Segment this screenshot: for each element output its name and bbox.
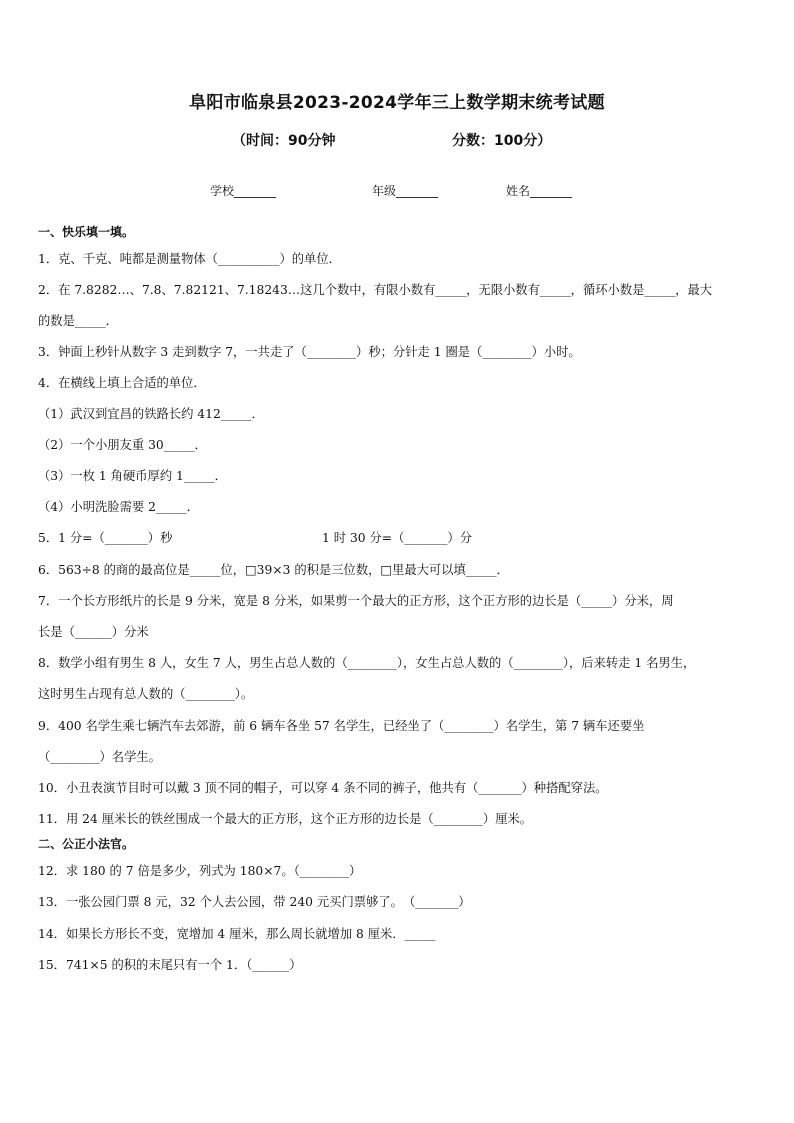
question-10: 10．小丑表演节目时可以戴 3 顶不同的帽子，可以穿 4 条不同的裤子，他共有（_______）种搭配穿法。 bbox=[38, 781, 608, 795]
question-5-part-2: 1 时 30 分=（_______）分 bbox=[322, 531, 473, 545]
page-title: 阜阳市临泉县2023-2024学年三上数学期末统考试题 bbox=[189, 93, 605, 113]
grade-field[interactable]: 年级_______ bbox=[372, 184, 439, 198]
section-heading-fill-in: 一、快乐填一填。 bbox=[38, 225, 135, 239]
question-4: 4．在横线上填上合适的单位． bbox=[38, 376, 206, 390]
question-8-line-2: 这时男生占现有总人数的（________）。 bbox=[38, 687, 254, 701]
question-13: 13．一张公园门票 8 元，32 个人去公园，带 240 元买门票够了。 （_______） bbox=[38, 895, 471, 909]
question-9-line-2: （________）名学生。 bbox=[38, 750, 161, 764]
name-field[interactable]: 姓名_______ bbox=[506, 184, 573, 198]
question-14: 14．如果长方形长不变，宽增加 4 厘米，那么周长就增加 8 厘米．_____ bbox=[38, 927, 436, 941]
question-7-line-1: 7．一个长方形纸片的长是 9 分米，宽是 8 分米，如果剪一个最大的正方形，这个正方形的边长是（_____）分米，周 bbox=[38, 594, 674, 608]
question-9-line-1: 9．400 名学生乘七辆汽车去郊游，前 6 辆车各坐 57 名学生，已经坐了（________）名学生，第 7 辆车还要坐 bbox=[38, 719, 645, 733]
question-1: 1．克、千克、吨都是测量物体（__________）的单位． bbox=[38, 252, 341, 266]
question-11: 11．用 24 厘米长的铁丝围成一个最大的正方形，这个正方形的边长是（________）厘米。 bbox=[38, 812, 533, 826]
question-15: 15．741×5 的积的末尾只有一个 1．（______） bbox=[38, 958, 302, 972]
question-3: 3．钟面上秒针从数字 3 走到数字 7，一共走了（________）秒；分针走 1 圈是（________）小时。 bbox=[38, 345, 581, 359]
question-4-part-3: （3）一枚 1 角硬币厚约 1_____． bbox=[38, 469, 227, 483]
question-4-part-4: （4）小明洗脸需要 2_____． bbox=[38, 500, 199, 514]
question-8-line-1: 8．数学小组有男生 8 人，女生 7 人，男生占总人数的（________），女生占总人数的（________），后来转走 1 名男生， bbox=[38, 656, 696, 670]
question-4-part-2: （2）一个小朋友重 30_____． bbox=[38, 438, 207, 452]
question-6: 6．563÷8 的商的最高位是_____位，□39×3 的积是三位数，□里最大可以填_____． bbox=[38, 563, 509, 577]
question-2-line-2: 的数是_____． bbox=[38, 314, 118, 328]
question-12: 12．求 180 的 7 倍是多少，列式为 180×7。（________） bbox=[38, 864, 362, 878]
exam-score: 分数：100分） bbox=[452, 133, 552, 149]
exam-time: （时间：90分钟 bbox=[232, 133, 336, 149]
section-heading-true-false: 二、公正小法官。 bbox=[38, 837, 135, 851]
question-7-line-2: 长是（______）分米 bbox=[38, 625, 149, 639]
school-field[interactable]: 学校_______ bbox=[210, 184, 277, 198]
question-5-part-1: 5．1 分=（_______）秒 bbox=[38, 531, 173, 545]
question-4-part-1: （1）武汉到宜昌的铁路长约 412_____． bbox=[38, 407, 264, 421]
question-2-line-1: 2．在 7.8282…、7.8、7.82121、7.18243…这几个数中，有限小数有_____，无限小数有_____，循环小数是_____，最大 bbox=[38, 283, 713, 297]
